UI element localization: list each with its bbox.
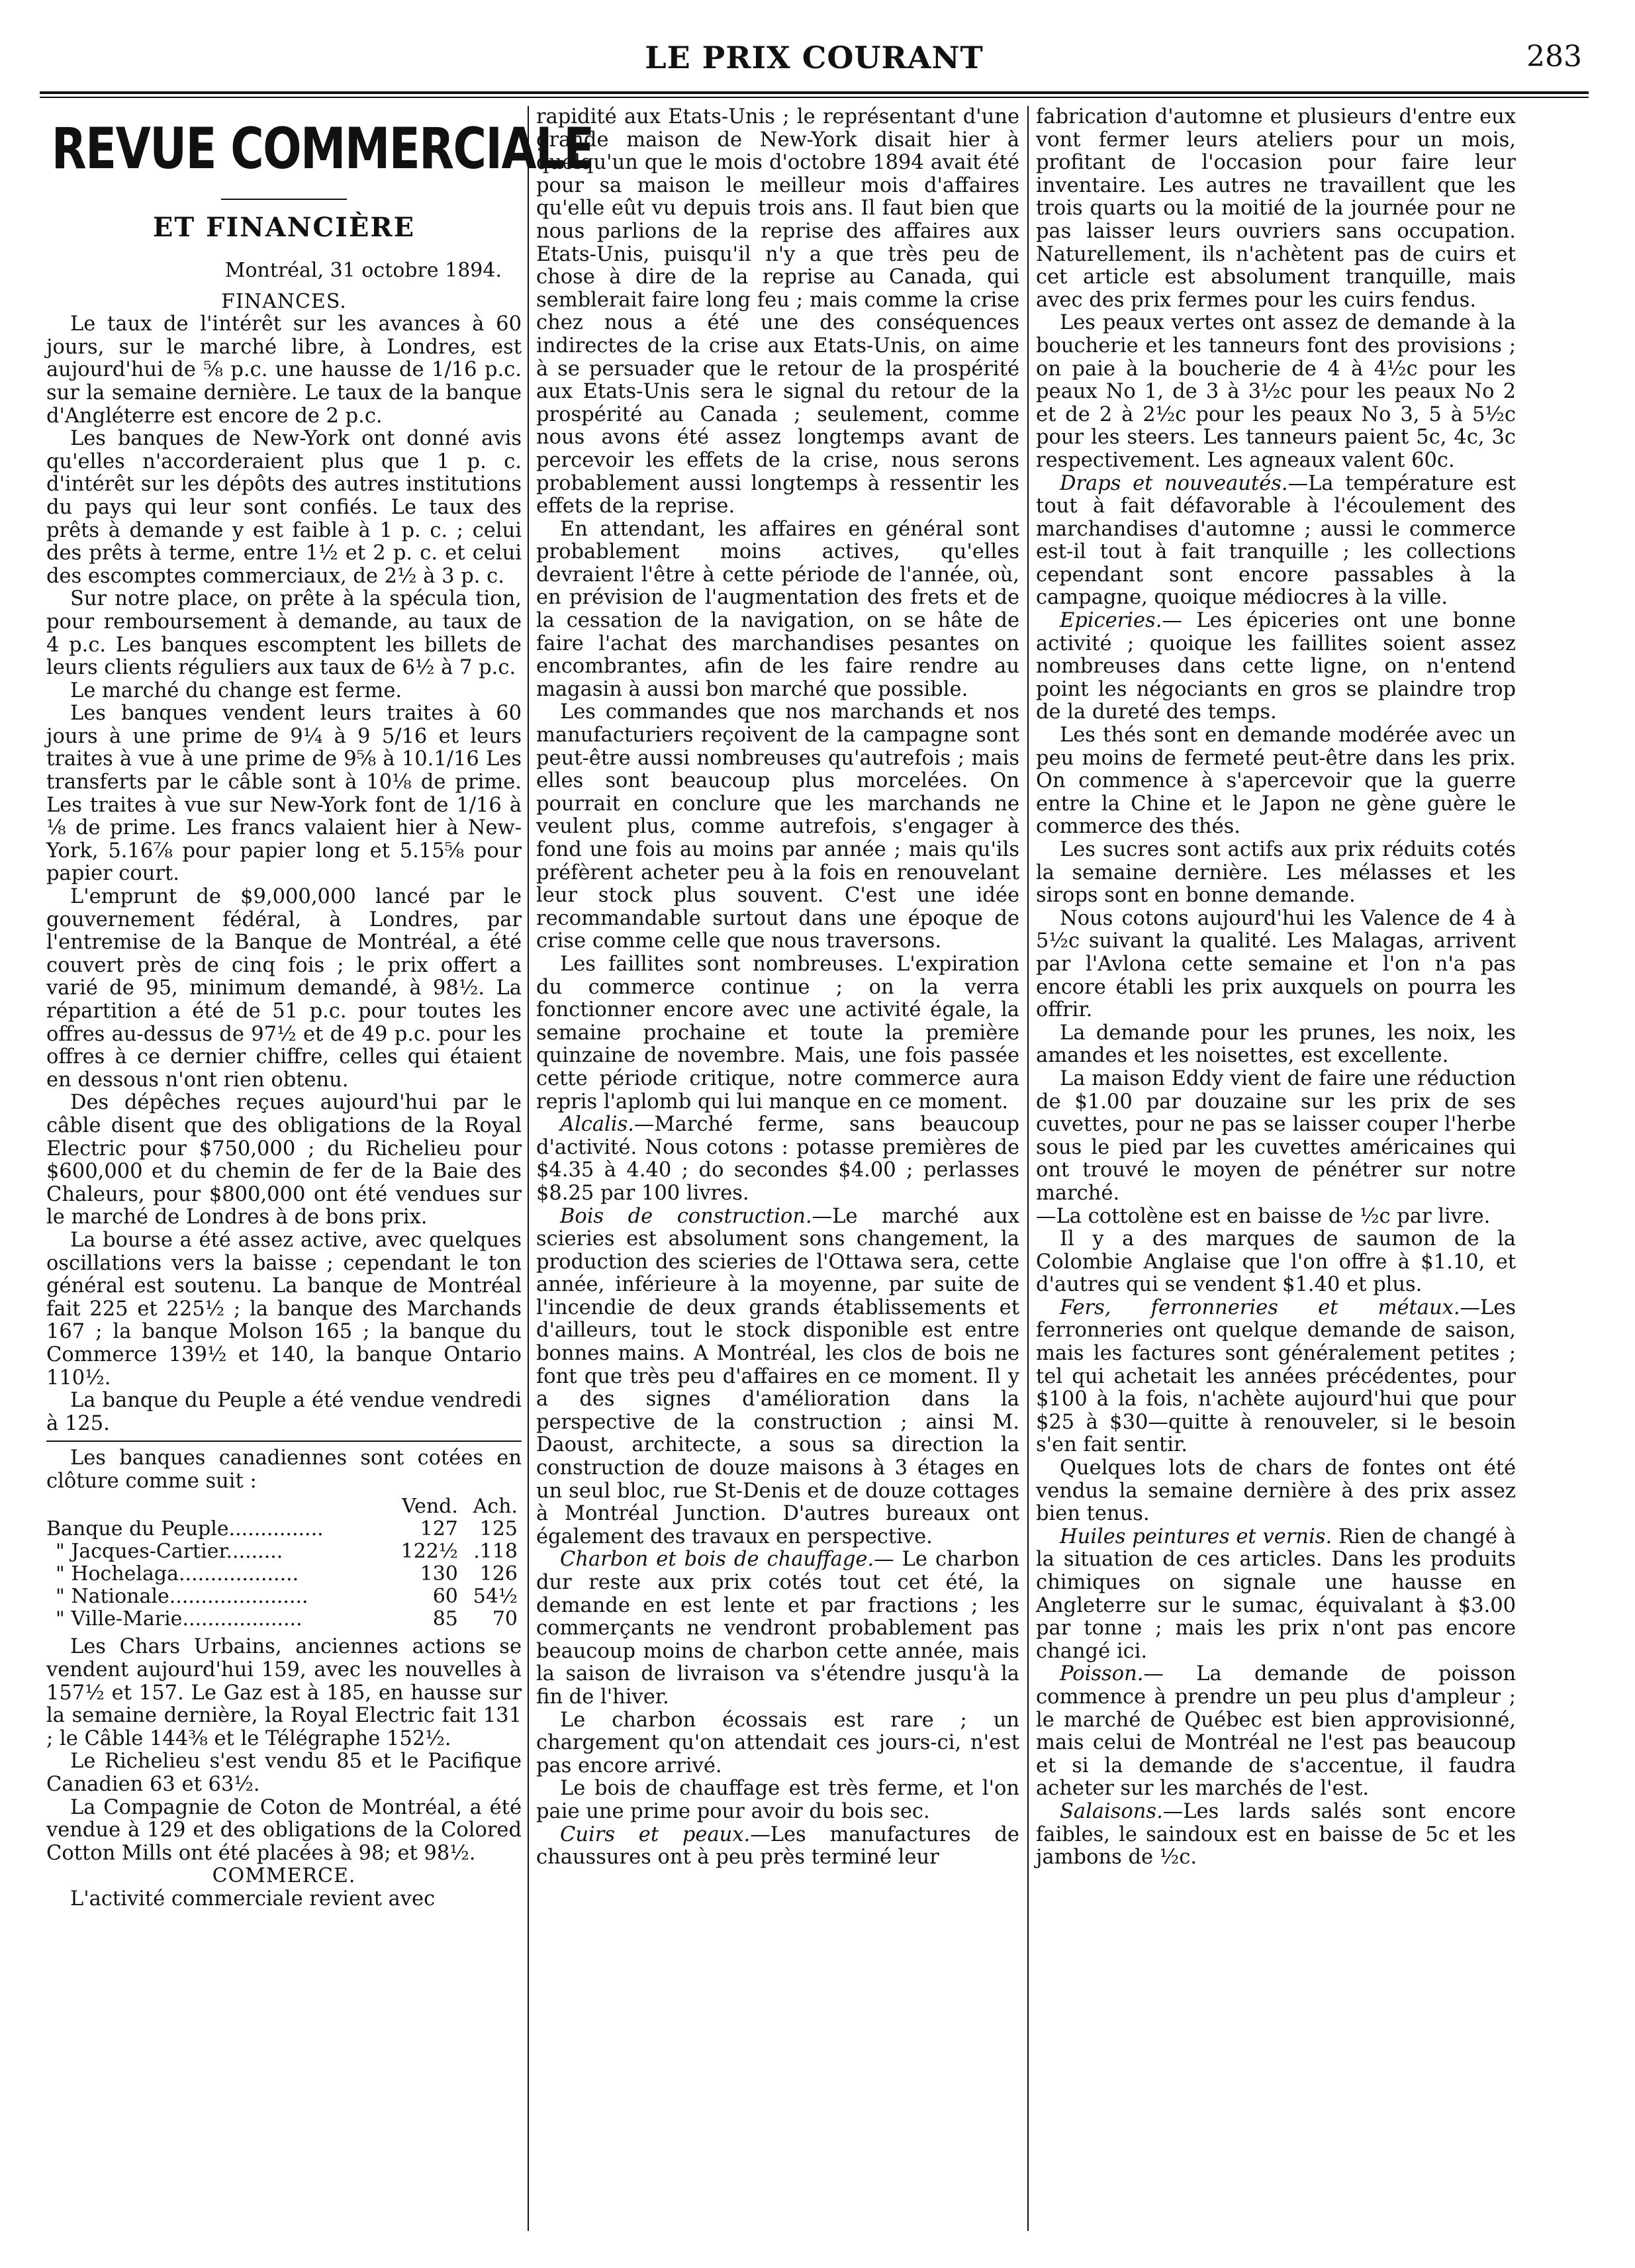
section-heading-finances: FINANCES. — [221, 289, 347, 313]
column-divider-2 — [1027, 106, 1029, 2231]
paragraph: Il y a des marques de saumon de la Colombie Anglaise que l'on offre à $1.10, et d'autres qui se vendent $1.40 et plus. — [1036, 1227, 1516, 1297]
dateline: Montréal, 31 octobre 1894. — [224, 259, 502, 282]
column-divider-1 — [528, 106, 529, 2231]
subheading: Poisson. — [1060, 1662, 1144, 1686]
paragraph-bois: Bois de construction.—Le marché aux scieries est absolument sons changement, la production des scieries de l'Ottawa sera, cette année, inférieure à la moyenne, par suite de l'incendie de deux grands établissements et d'ailleurs, tout le stock disponible est entre bonnes mains. A Montréal, les clos de bois ne font que très peu d'affaires en ce moment. Il y a des signes d'amélioration dans la perspective de la construction ; ainsi M. Daoust, architecte, a sous sa direction la construction de douze maisons à 3 étages en un seul bloc, rue St-Denis et de douze cottages à Montréal Junction. D'autres bureaux ont également des travaux en perspective. — [536, 1204, 1019, 1548]
paragraph: Les sucres sont actifs aux prix réduits cotés la semaine dernière. Les mélasses et les sirops sont en bonne demande. — [1036, 838, 1516, 908]
table-header-row — [46, 1495, 522, 1518]
subheading: Salaisons. — [1060, 1799, 1163, 1823]
paragraph-fers: Fers, ferronneries et métaux.—Les ferronneries ont quelque demande de saison, mais les factures sont généralement petites ; tel qui achetait les années précédentes, pour $100 à la fois, n'achète aujourd'hui que pour $25 à $30—quitte à renouveler, si le besoin s'en fait sentir. — [1036, 1296, 1516, 1457]
table-row — [46, 1585, 522, 1608]
paragraph: rapidité aux Etats-Unis ; le représentant d'une grande maison de New-York disait hier à quelqu'un que le mois d'octobre 1894 avait été pour sa maison le meilleur mois d'affaires qu'elle eût vu depuis trois ans. Il faut bien que nous parlions de la reprise des affaires aux Etats-Unis, puisqu'il n'y a que très peu de chose à dire de la reprise au Canada, qui semblerait faire long feu ; mais comme la crise chez nous a été une des conséquences indirectes de la crise aux Etats-Unis, on aime à se persuader que le retour de la prospérité aux Etats-Unis sera le signal du retour de la prospérité au Canada ; seulement, comme nous avons été assez longtemps avant de percevoir les effets de la crise, nous serons probablement aussi longtemps à ressentir les effets de la reprise. — [536, 105, 1019, 518]
paragraph: L'emprunt de $9,000,000 lancé par le gouvernement fédéral, à Londres, par l'entremise de la Banque de Montréal, a été couvert près de cinq fois ; le prix offert a varié de 95, minimum demandé, à 98½. La répartition a été de 51 p.c. pour toutes les offres au-dessus de 97½ et de 49 p.c. pour les offres à ce dernier chiffre, celles qui étaient en dessous n'ont rien obtenu. — [46, 885, 522, 1092]
paragraph: —La cottolène est en baisse de ½c par livre. — [1036, 1204, 1491, 1228]
paragraph: Le marché du change est ferme. — [70, 679, 402, 702]
paragraph: En attendant, les affaires en général sont probablement moins actives, qu'elles devraient l'être à cette période de l'année, où, en prévision de l'augmentation des frets et de la cessation de la navigation, on se hâte de faire l'achat des marchandises pesantes on encombrantes, afin de les faire rendre au magasin à aussi bon marché que possible. — [536, 517, 1019, 701]
paragraph: Les commandes que nos marchands et nos manufacturiers reçoivent de la campagne sont peut-être aussi nombreuses qu'autrefois ; mais elles sont beaucoup plus morcelées. On pourrait en conclure que les marchands ne veulent plus, comme autrefois, s'engager à fond une fois au moins par année ; mais qu'ils préfèrent acheter peu à la fois en renouvelant leur stock plus souvent. C'est une idée recommandable surtout dans une époque de crise comme celle que nous traversons. — [536, 700, 1019, 953]
page-number: 283 — [1526, 40, 1582, 73]
paragraph: Les faillites sont nombreuses. L'expiration du commerce continue ; on la verra fonctionner encore avec une activité égale, la semaine prochaine et toute la première quinzaine de novembre. Mais, une fois passée cette période critique, notre commerce aura repris l'aplomb qui lui manque en ce moment. — [536, 952, 1019, 1113]
subheading: Bois de construction. — [560, 1204, 812, 1228]
paragraph-charbon: Charbon et bois de chauffage.— Le charbon dur reste aux prix cotés tout cet été, la demande en est lente et par fractions ; les commerçants ne vendront probablement pas beaucoup moins de charbon cette année, mais la saison de livraison va s'étendre jusqu'à la fin de l'hiver. — [536, 1548, 1019, 1709]
bank-name: Banque du Peuple............... — [46, 1517, 324, 1541]
paragraph-alcalis: Alcalis.—Marché ferme, sans beaucoup d'activité. Nous cotons : potasse premières de $4.35 à 4.40 ; do secondes $4.00 ; perlasses $8.25 par 100 livres. — [536, 1113, 1019, 1205]
paragraph: Les thés sont en demande modérée avec un peu moins de fermeté peut-être dans les prix. On commence à s'apercevoir que la guerre entre la Chine et le Japon ne gène guère le commerce des thés. — [1036, 724, 1516, 839]
subheading: Draps et nouveautés. — [1060, 471, 1288, 495]
subheading: Charbon et bois de chauffage. — [560, 1548, 874, 1572]
paragraph: La maison Eddy vient de faire une réduction de $1.00 par douzaine sur les prix de ses cuvettes, pour ne pas se laisser couper l'herbe sous le pied par les cuvettes américaines qui ont trouvé le moyen de pénétrer sur notre marché. — [1036, 1066, 1516, 1205]
vend-value: 127 — [420, 1517, 458, 1541]
vend-value: 122½ — [400, 1540, 458, 1564]
paragraph: Le Richelieu s'est vendu 85 et le Pacifique Canadien 63 et 63½. — [46, 1750, 522, 1797]
paragraph-salaisons: Salaisons.—Les lards salés sont encore faibles, le saindoux est en baisse de 5c et les jambons de ½c. — [1036, 1799, 1516, 1869]
table-row — [46, 1608, 522, 1630]
paragraph: Les banques de New-York ont donné avis qu'elles n'accorderaient plus que 1 p. c. d'intérêt sur les dépôts des autres institutions du pays qui leur sont confiés. Le taux des prêts à demande y est faible à 1 p. c. ; celui des prêts à terme, entre 1½ et 2 p. c. et celui des escomptes commerciaux, de 2½ à 3 p. c. — [46, 427, 522, 588]
bank-name: " Hochelaga................... — [56, 1562, 299, 1586]
table-row — [46, 1563, 522, 1585]
paragraph: La demande pour les prunes, les noix, les amandes et les noisettes, est excellente. — [1036, 1021, 1516, 1068]
divider — [46, 1441, 522, 1442]
subheading: Epiceries. — [1060, 609, 1162, 633]
ach-value: 54½ — [473, 1585, 518, 1609]
paragraph: Sur notre place, on prête à la spécula tion, pour remboursement à demande, au taux de 4 p.c. Les banques escomptent les billets de leurs clients réguliers aux taux de 6½ à 7 p.c. — [46, 587, 522, 680]
header-rule — [40, 91, 1589, 94]
paragraph: Les peaux vertes ont assez de demande à la boucherie et les tanneurs font des provisions ; on paie à la boucherie de 4 à 4½c pour les peaux No 1, de 3 à 3½c pour les peaux No 2 et de 2 à 2½c pour les peaux No 3, 5 à 5½c pour les steers. Les tanneurs paient 5c, 4c, 3c respectivement. Les agneaux valent 60c. — [1036, 311, 1516, 472]
subheading: Alcalis. — [560, 1113, 634, 1137]
paragraph-huiles: Huiles peintures et vernis. Rien de changé à la situation de ces articles. Dans les produits chimiques on signale une hausse en Angleterre sur le sumac, équivalant à $3.00 par tonne ; mais les prix n'ont pas encore changé ici. — [1036, 1525, 1516, 1663]
ach-value: .118 — [473, 1540, 518, 1564]
column-header-vend: Vend. — [402, 1495, 458, 1519]
paragraph: Les Chars Urbains, anciennes actions se vendent aujourd'hui 159, avec les nouvelles à 157½ et 157. Le Gaz est à 185, en hausse sur la semaine dernière, la Royal Electric fait 131 ; le Câble 144⅜ et le Télégraphe 152½. — [46, 1635, 522, 1750]
column-3 — [1036, 106, 1516, 2231]
paragraph-poisson: Poisson.— La demande de poisson commence à prendre un peu plus d'ampleur ; le marché de Québec est bien approvisionné, mais celui de Montréal ne l'est pas beaucoup et si la demande de s'accentue, il faudra acheter sur les marchés de l'est. — [1036, 1662, 1516, 1801]
newspaper-title: LE PRIX COURANT — [645, 40, 984, 75]
ach-value: 125 — [479, 1517, 518, 1541]
paragraph-epiceries: Epiceries.— Les épiceries ont une bonne activité ; quoique les faillites soient assez nombreuses dans cette ligne, on n'entend point les négociants en gros se plaindre trop de la dureté des temps. — [1036, 609, 1516, 724]
table-row — [46, 1540, 522, 1563]
paragraph: Les banques canadiennes sont cotées en clôture comme suit : — [46, 1446, 522, 1493]
paragraph: Les banques vendent leurs traites à 60 jours à une prime de 9¼ à 9 5/16 et leurs traites à vue à une prime de 9⅝ à 10.1/16 Les transferts par le câble sont à 10⅛ de prime. Les traites à vue sur New-York font de 1/16 à ⅛ de prime. Les francs valaient hier à New-York, 5.16⅞ pour papier long et 5.15⅝ pour papier court. — [46, 702, 522, 886]
paragraph: L'activité commerciale revient avec — [70, 1887, 436, 1911]
subheading: Cuirs et peaux. — [560, 1822, 751, 1846]
article-title: REVUE COMMERCIALE — [51, 116, 594, 182]
paragraph: Quelques lots de chars de fontes ont été vendus la semaine dernière à des prix assez bien tenus. — [1036, 1456, 1516, 1526]
table-row — [46, 1518, 522, 1540]
subheading: Fers, ferronneries et métaux. — [1060, 1296, 1460, 1319]
paragraph-draps: Draps et nouveautés.—La température est tout à fait défavorable à l'écoulement des marchandises d'automne ; aussi le commerce est-il tout à fait tranquille ; les collections cependant sont encore passables à la campagne, quoique médiocres à la ville. — [1036, 471, 1516, 610]
column-1 — [46, 106, 594, 2231]
bank-name: " Jacques-Cartier......... — [56, 1540, 283, 1564]
masthead — [40, 40, 1589, 86]
vend-value: 85 — [432, 1607, 458, 1631]
title-rule — [221, 199, 347, 200]
bank-name: " Nationale...................... — [56, 1585, 308, 1609]
paragraph: fabrication d'automne et plusieurs d'entre eux vont fermer leurs ateliers pour un mois, profitant de l'occasion pour faire leur inventaire. Les autres ne travaillent que les trois quarts ou la moitié de la journée pour ne pas laisser leurs ouvriers sans occupation. Naturellement, ils n'achètent pas de cuirs et cet article est absolument tranquille, mais avec des prix fermes pour les cuirs fendus. — [1036, 105, 1516, 312]
bank-name: " Ville-Marie................... — [56, 1607, 303, 1631]
subheading: Huiles peintures et vernis. — [1060, 1525, 1332, 1548]
ach-value: 70 — [492, 1607, 518, 1631]
column-2 — [536, 106, 1019, 2231]
paragraph: La Compagnie de Coton de Montréal, a été vendue à 129 et des obligations de la Colored Cotton Mills ont été placées à 98; et 98½. — [46, 1795, 522, 1865]
column-header-ach: Ach. — [473, 1495, 518, 1519]
paragraph: Nous cotons aujourd'hui les Valence de 4 à 5½c suivant la qualité. Les Malagas, arrivent par l'Avlona cette semaine et l'on n'a pas encore établi les prix auxquels on pourra les offrir. — [1036, 906, 1516, 1022]
paragraph-cuirs: Cuirs et peaux.—Les manufactures de chaussures ont à peu près terminé leur — [536, 1822, 1019, 1869]
header-rule-thin — [40, 97, 1589, 98]
paragraph: La banque du Peuple a été vendue vendredi à 125. — [46, 1389, 522, 1435]
paragraph: Des dépêches reçues aujourd'hui par le câble disent que des obligations de la Royal Electric pour $750,000 ; du Richelieu pour $600,000 et du chemin de fer de la Baie des Chaleurs, pour $800,000 ont été vendues sur le marché de Londres à de bons prix. — [46, 1091, 522, 1229]
section-heading-commerce: COMMERCE. — [212, 1864, 356, 1888]
paragraph: Le charbon écossais est rare ; un chargement qu'on attendait ces jours-ci, n'est pas encore arrivé. — [536, 1708, 1019, 1777]
vend-value: 60 — [432, 1585, 458, 1609]
paragraph: Le bois de chauffage est très ferme, et l'on paie une prime pour avoir du bois sec. — [536, 1777, 1019, 1823]
ach-value: 126 — [479, 1562, 518, 1586]
article-subtitle: ET FINANCIÈRE — [152, 212, 416, 243]
paragraph: Le taux de l'intérêt sur les avances à 60 jours, sur le marché libre, à Londres, est aujourd'hui de ⅝ p.c. une hausse de 1/16 p.c. sur la semaine dernière. Le taux de la banque d'Angléterre est encore de 2 p.c. — [46, 312, 522, 428]
bank-quotes-table — [46, 1495, 522, 1630]
paragraph: La bourse a été assez active, avec quelques oscillations vers la baisse ; cependant le ton général est soutenu. La banque de Montréal fait 225 et 225½ ; la banque des Marchands 167 ; la banque Molson 165 ; la banque du Commerce 139½ et 140, la banque Ontario 110½. — [46, 1228, 522, 1390]
vend-value: 130 — [420, 1562, 458, 1586]
